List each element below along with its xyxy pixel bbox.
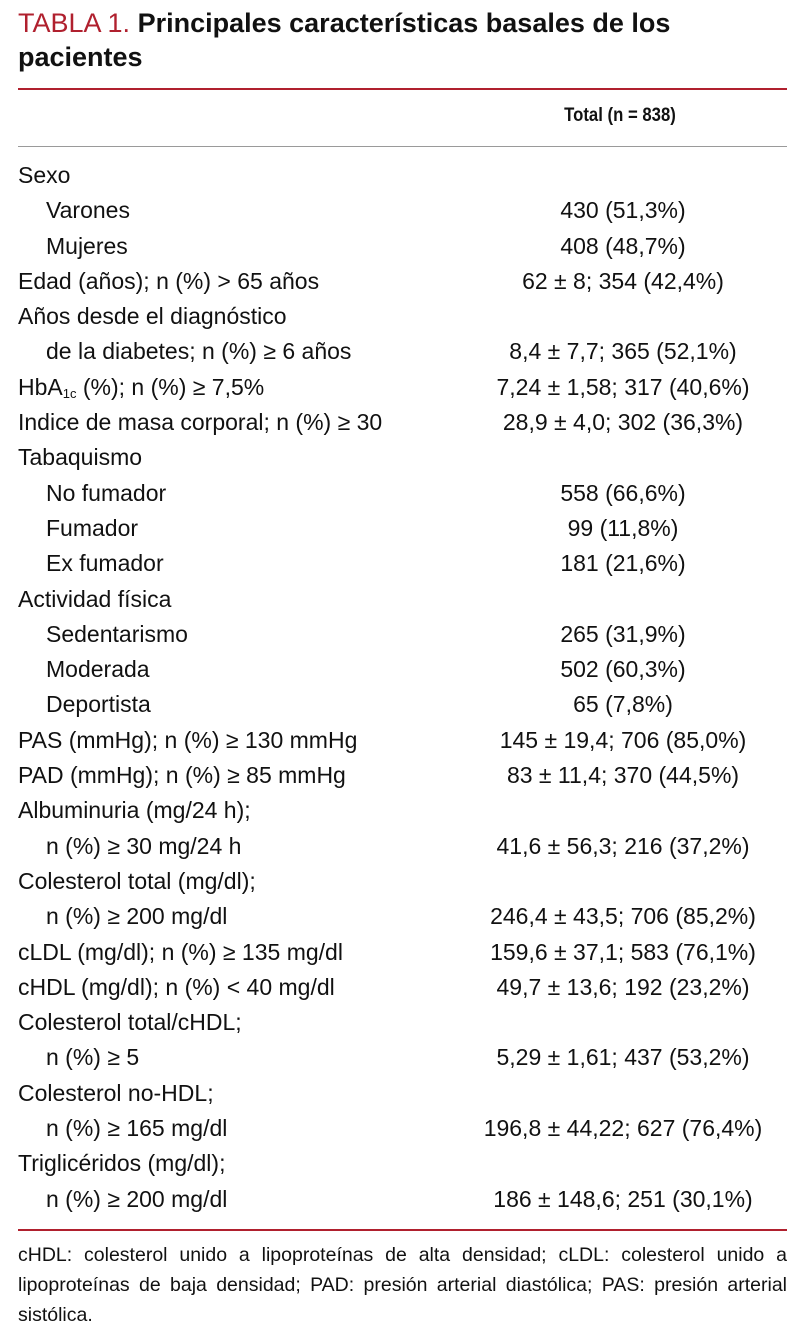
row-value: 65 (7,8%) <box>573 691 673 718</box>
row-label: Sexo <box>18 162 71 188</box>
table-row <box>18 652 787 687</box>
table-row <box>18 229 787 264</box>
table-row <box>18 405 787 440</box>
row-value: 181 (21,6%) <box>560 550 686 577</box>
table-row <box>18 935 787 970</box>
row-value: 265 (31,9%) <box>560 620 686 647</box>
row-label: cLDL (mg/dl); n (%) ≥ 135 mg/dl <box>18 938 343 965</box>
row-label: Colesterol total/cHDL; <box>18 1009 242 1036</box>
table-row <box>18 793 787 828</box>
table-row <box>18 1182 787 1217</box>
row-value: 186 ± 148,6; 251 (30,1%) <box>493 1185 753 1212</box>
row-value: 83 ± 11,4; 370 (44,5%) <box>506 762 740 789</box>
row-value: 430 (51,3%) <box>560 197 686 224</box>
top-rule <box>18 88 787 90</box>
row-label: n (%) ≥ 30 mg/24 h <box>46 832 242 859</box>
table-caption: Principales características basales de los pacientes <box>18 8 671 72</box>
row-label: n (%) ≥ 165 mg/dl <box>46 1115 228 1142</box>
table-row <box>18 1111 787 1146</box>
row-label: Albuminuria (mg/24 h); <box>18 797 251 824</box>
row-label: Colesterol total (mg/dl); <box>18 867 256 894</box>
row-label: Actividad física <box>18 585 172 612</box>
row-label: Años desde el diagnóstico <box>18 303 287 330</box>
table-row <box>18 1146 787 1181</box>
row-label: Sedentarismo <box>46 620 188 647</box>
row-value: 159,6 ± 37,1; 583 (76,1%) <box>490 938 756 965</box>
table-row <box>18 723 787 758</box>
table-title <box>18 6 778 74</box>
row-label-part: HbA <box>18 373 63 400</box>
row-label: Ex fumador <box>46 550 164 577</box>
row-label: No fumador <box>46 479 167 506</box>
row-label: Varones <box>46 197 130 224</box>
table-row <box>18 864 787 899</box>
table-footnote: cHDL: colesterol unido a lipoproteínas de alta densidad; cLDL: colesterol unido a lipoproteínas de baja densidad; PAD: presión arterial diastólica; PAS: presión arterial sistólica. <box>18 1244 787 1326</box>
row-label: PAS (mmHg); n (%) ≥ 130 mmHg <box>18 726 358 753</box>
table-row <box>18 829 787 864</box>
bottom-rule <box>18 1229 787 1231</box>
row-label-subscript: 1c <box>62 385 77 401</box>
row-label: n (%) ≥ 200 mg/dl <box>46 903 228 930</box>
table-row <box>18 334 787 369</box>
row-label: n (%) ≥ 200 mg/dl <box>46 1185 228 1212</box>
table-row <box>18 476 787 511</box>
table-number: TABLA 1. <box>18 8 131 38</box>
table-row <box>18 299 787 334</box>
row-value: 8,4 ± 7,7; 365 (52,1%) <box>509 338 737 365</box>
column-header-total: Total (n = 838) <box>564 105 676 126</box>
table-row <box>18 511 787 546</box>
row-value: 28,9 ± 4,0; 302 (36,3%) <box>502 409 744 436</box>
table-row <box>18 582 787 617</box>
row-value: 5,29 ± 1,61; 437 (53,2%) <box>496 1044 750 1071</box>
row-value: 99 (11,8%) <box>567 514 679 541</box>
row-label: Colesterol no-HDL; <box>18 1079 214 1106</box>
row-value: 41,6 ± 56,3; 216 (37,2%) <box>496 832 750 859</box>
row-label: Edad (años); n (%) > 65 años <box>18 267 320 294</box>
table-row <box>18 158 787 193</box>
row-label: cHDL (mg/dl); n (%) < 40 mg/dl <box>18 973 335 1000</box>
header-rule <box>18 146 787 147</box>
table-row <box>18 1076 787 1111</box>
row-label-part: (%); n (%) ≥ 7,5% <box>76 373 265 400</box>
table-row <box>18 758 787 793</box>
row-value: 49,7 ± 13,6; 192 (23,2%) <box>496 973 750 1000</box>
row-label: Indice de masa corporal; n (%) ≥ 30 <box>18 409 383 436</box>
table-row <box>18 440 787 475</box>
row-label: PAD (mmHg); n (%) ≥ 85 mmHg <box>18 762 346 789</box>
row-value: 408 (48,7%) <box>560 232 686 259</box>
row-label: de la diabetes; n (%) ≥ 6 años <box>46 338 352 365</box>
row-label: Moderada <box>46 656 150 683</box>
table-row <box>18 264 787 299</box>
row-value: 246,4 ± 43,5; 706 (85,2%) <box>490 903 756 930</box>
table-row <box>18 546 787 581</box>
row-value: 196,8 ± 44,22; 627 (76,4%) <box>483 1115 763 1142</box>
row-value: 145 ± 19,4; 706 (85,0%) <box>499 726 747 753</box>
table-row <box>18 1040 787 1075</box>
row-label: n (%) ≥ 5 <box>46 1044 140 1071</box>
table-row <box>18 1005 787 1040</box>
table-row <box>18 193 787 228</box>
table-row <box>18 617 787 652</box>
row-value: 7,24 ± 1,58; 317 (40,6%) <box>496 373 750 400</box>
table-row <box>18 970 787 1005</box>
row-value: 558 (66,6%) <box>560 479 686 506</box>
table-row <box>18 687 787 722</box>
table-row <box>18 899 787 934</box>
row-value: 62 ± 8; 354 (42,4%) <box>522 267 724 294</box>
row-label: Fumador <box>46 514 139 541</box>
row-value: 502 (60,3%) <box>560 656 686 683</box>
row-label: Mujeres <box>46 232 128 259</box>
row-label: Tabaquismo <box>18 444 143 471</box>
table-body <box>18 158 787 1217</box>
table-row <box>18 370 787 405</box>
row-label: Deportista <box>46 691 151 718</box>
row-label: Triglicéridos (mg/dl); <box>18 1150 226 1177</box>
